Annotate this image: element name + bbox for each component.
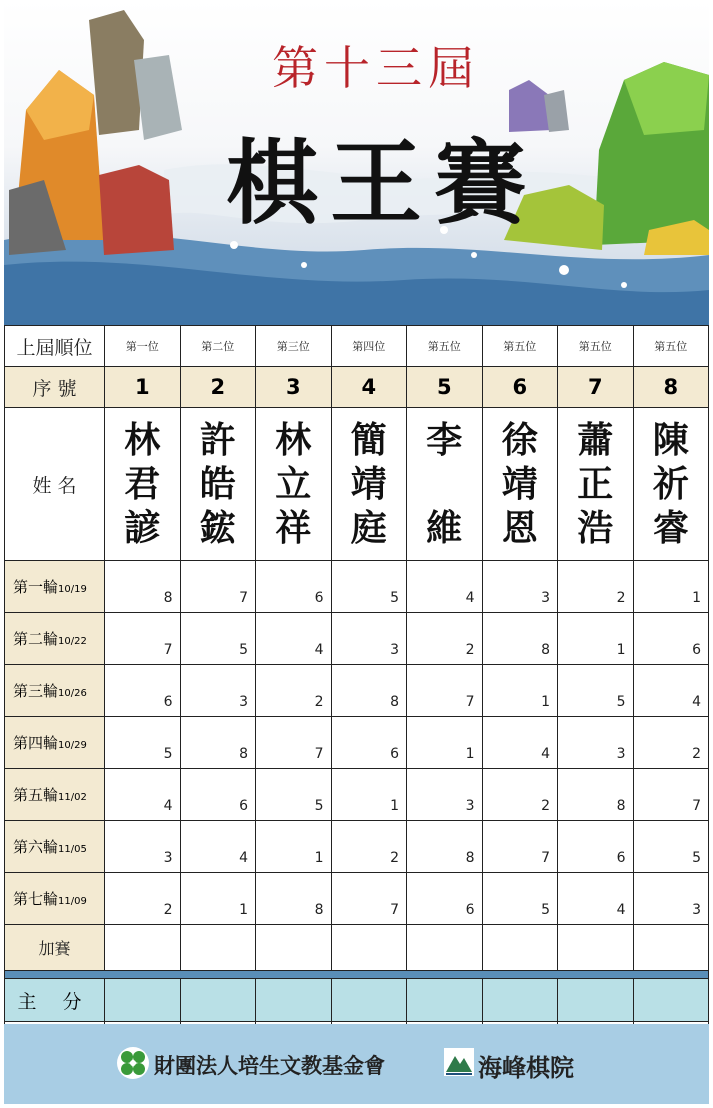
pairing-cell: 8	[180, 717, 256, 769]
sequence-number: 1	[105, 367, 181, 408]
pairing-cell: 6	[331, 717, 407, 769]
sequence-number: 8	[633, 367, 709, 408]
round-name: 第六輪	[13, 838, 59, 856]
round-name: 第一輪	[13, 578, 59, 596]
round-date: 11/09	[58, 896, 87, 907]
previous-rank: 第四位	[331, 326, 407, 367]
separator-bar	[5, 971, 709, 979]
name-char: 靖	[350, 463, 387, 505]
sequence-number: 4	[331, 367, 407, 408]
pairing-cell: 1	[407, 717, 483, 769]
score-row	[5, 979, 709, 1022]
mountain-logo-icon	[444, 1048, 474, 1076]
pairing-cell: 8	[256, 873, 332, 925]
pairing-cell: 7	[331, 873, 407, 925]
round-label	[5, 613, 105, 665]
name-char: 林	[124, 419, 161, 461]
round-name: 第五輪	[13, 786, 59, 804]
player-name	[558, 408, 634, 561]
round-name: 第三輪	[13, 682, 59, 700]
name-char: 靖	[501, 463, 538, 505]
player-name	[180, 408, 256, 561]
pairing-cell: 1	[256, 821, 332, 873]
pairing-cell: 5	[256, 769, 332, 821]
round-row	[5, 821, 709, 873]
previous-rank: 第三位	[256, 326, 332, 367]
round-label	[5, 769, 105, 821]
round-label	[5, 665, 105, 717]
pairing-cell: 5	[180, 613, 256, 665]
pairing-cell: 5	[633, 821, 709, 873]
pairing-cell: 2	[558, 561, 634, 613]
round-name: 第二輪	[13, 630, 59, 648]
player-name	[633, 408, 709, 561]
sequence-number: 5	[407, 367, 483, 408]
pairing-cell: 3	[482, 561, 558, 613]
name-char: 諺	[124, 507, 161, 549]
pairing-cell: 5	[105, 717, 181, 769]
playoff-cell	[407, 925, 483, 971]
pairing-cell: 3	[633, 873, 709, 925]
organization-name: 財團法人培生文教基金會	[154, 1054, 385, 1078]
playoff-cell	[633, 925, 709, 971]
sequence-label: 序 號	[5, 367, 105, 408]
playoff-label: 加賽	[5, 925, 105, 971]
separator-row	[5, 971, 709, 979]
pairing-cell: 8	[558, 769, 634, 821]
pairing-cell: 7	[407, 665, 483, 717]
playoff-cell	[482, 925, 558, 971]
round-row	[5, 561, 709, 613]
pairing-cell: 6	[180, 769, 256, 821]
pairing-cell: 7	[256, 717, 332, 769]
name-char: 皓	[199, 463, 236, 505]
name-char: 恩	[501, 507, 538, 549]
round-row	[5, 873, 709, 925]
name-char: 蕭	[577, 419, 614, 461]
name-label: 姓 名	[5, 408, 105, 561]
player-name	[105, 408, 181, 561]
score-cell	[633, 979, 709, 1022]
pairing-cell: 1	[558, 613, 634, 665]
score-cell	[256, 979, 332, 1022]
score-cell	[105, 979, 181, 1022]
pairing-cell: 7	[180, 561, 256, 613]
round-row	[5, 665, 709, 717]
name-char: 庭	[350, 507, 387, 549]
previous-rank: 第五位	[407, 326, 483, 367]
round-date: 11/05	[58, 844, 87, 855]
playoff-cell	[180, 925, 256, 971]
player-name	[482, 408, 558, 561]
name-row	[5, 408, 709, 561]
pairing-cell: 1	[482, 665, 558, 717]
name-char: 林	[275, 419, 312, 461]
pairing-cell: 8	[105, 561, 181, 613]
score-cell	[482, 979, 558, 1022]
round-name: 第七輪	[13, 890, 59, 908]
round-date: 10/29	[58, 740, 87, 751]
score-cell	[180, 979, 256, 1022]
pairing-cell: 1	[331, 769, 407, 821]
player-name	[407, 408, 483, 561]
name-char: 浩	[577, 507, 614, 549]
round-label	[5, 561, 105, 613]
player-name	[256, 408, 332, 561]
sequence-number: 2	[180, 367, 256, 408]
pairing-cell: 3	[407, 769, 483, 821]
pairing-cell: 8	[482, 613, 558, 665]
sequence-number: 6	[482, 367, 558, 408]
name-char: 君	[124, 463, 161, 505]
header-banner	[4, 0, 709, 325]
pairing-cell: 3	[105, 821, 181, 873]
school-name: 海峰棋院	[478, 1053, 574, 1082]
sequence-number: 3	[256, 367, 332, 408]
pairing-cell: 1	[180, 873, 256, 925]
pairing-cell: 3	[558, 717, 634, 769]
score-label: 主 分	[5, 979, 105, 1022]
round-row	[5, 769, 709, 821]
playoff-row	[5, 925, 709, 971]
pairing-cell: 4	[558, 873, 634, 925]
pairing-cell: 3	[331, 613, 407, 665]
pairing-cell: 4	[407, 561, 483, 613]
name-char: 祈	[652, 463, 689, 505]
player-name	[331, 408, 407, 561]
round-date: 10/19	[58, 584, 87, 595]
name-char: 李	[426, 419, 463, 461]
round-date: 11/02	[58, 792, 87, 803]
round-row	[5, 717, 709, 769]
pairing-cell: 6	[256, 561, 332, 613]
round-name: 第四輪	[13, 734, 59, 752]
pairing-cell: 4	[633, 665, 709, 717]
edition-subtitle: 第十三屆	[272, 41, 480, 95]
pairing-cell: 7	[633, 769, 709, 821]
name-char	[438, 463, 451, 505]
pairing-cell: 5	[482, 873, 558, 925]
pairing-cell: 5	[558, 665, 634, 717]
previous-rank-label: 上屆順位	[5, 326, 105, 367]
round-row	[5, 613, 709, 665]
playoff-cell	[105, 925, 181, 971]
name-char: 睿	[652, 507, 689, 549]
pairing-cell: 2	[482, 769, 558, 821]
previous-rank: 第一位	[105, 326, 181, 367]
sequence-row	[5, 367, 709, 408]
footer-bar	[4, 1024, 709, 1104]
pairing-cell: 2	[105, 873, 181, 925]
playoff-cell	[558, 925, 634, 971]
pairing-cell: 6	[105, 665, 181, 717]
pairing-cell: 7	[105, 613, 181, 665]
pairing-cell: 1	[633, 561, 709, 613]
previous-rank: 第五位	[633, 326, 709, 367]
round-date: 10/26	[58, 688, 87, 699]
pairing-cell: 8	[331, 665, 407, 717]
previous-rank: 第五位	[558, 326, 634, 367]
pairing-cell: 6	[558, 821, 634, 873]
pairing-cell: 3	[180, 665, 256, 717]
name-char: 鋐	[199, 507, 236, 549]
name-char: 維	[426, 507, 463, 549]
name-char: 正	[577, 463, 614, 505]
name-char: 簡	[350, 419, 387, 461]
name-char: 徐	[501, 419, 538, 461]
name-char: 許	[199, 419, 236, 461]
round-label	[5, 873, 105, 925]
pairing-cell: 2	[331, 821, 407, 873]
pairing-cell: 7	[482, 821, 558, 873]
sequence-number: 7	[558, 367, 634, 408]
pairing-cell: 4	[180, 821, 256, 873]
round-label	[5, 821, 105, 873]
pairing-cell: 6	[633, 613, 709, 665]
pairing-cell: 2	[256, 665, 332, 717]
previous-rank-row	[5, 326, 709, 367]
score-cell	[331, 979, 407, 1022]
round-date: 10/22	[58, 636, 87, 647]
round-label	[5, 717, 105, 769]
pairing-cell: 4	[482, 717, 558, 769]
score-cell	[407, 979, 483, 1022]
pairing-cell: 2	[407, 613, 483, 665]
score-cell	[558, 979, 634, 1022]
previous-rank: 第二位	[180, 326, 256, 367]
playoff-cell	[256, 925, 332, 971]
pairing-cell: 2	[633, 717, 709, 769]
pairing-cell: 6	[407, 873, 483, 925]
pairing-cell: 4	[105, 769, 181, 821]
clover-logo-icon	[116, 1046, 150, 1080]
pairing-cell: 8	[407, 821, 483, 873]
pairing-cell: 4	[256, 613, 332, 665]
name-char: 立	[275, 463, 312, 505]
crosstable	[4, 325, 709, 1065]
playoff-cell	[331, 925, 407, 971]
name-char: 陳	[652, 419, 689, 461]
name-char: 祥	[275, 507, 312, 549]
previous-rank: 第五位	[482, 326, 558, 367]
pairing-cell: 5	[331, 561, 407, 613]
tournament-title: 棋王賽	[226, 129, 539, 237]
